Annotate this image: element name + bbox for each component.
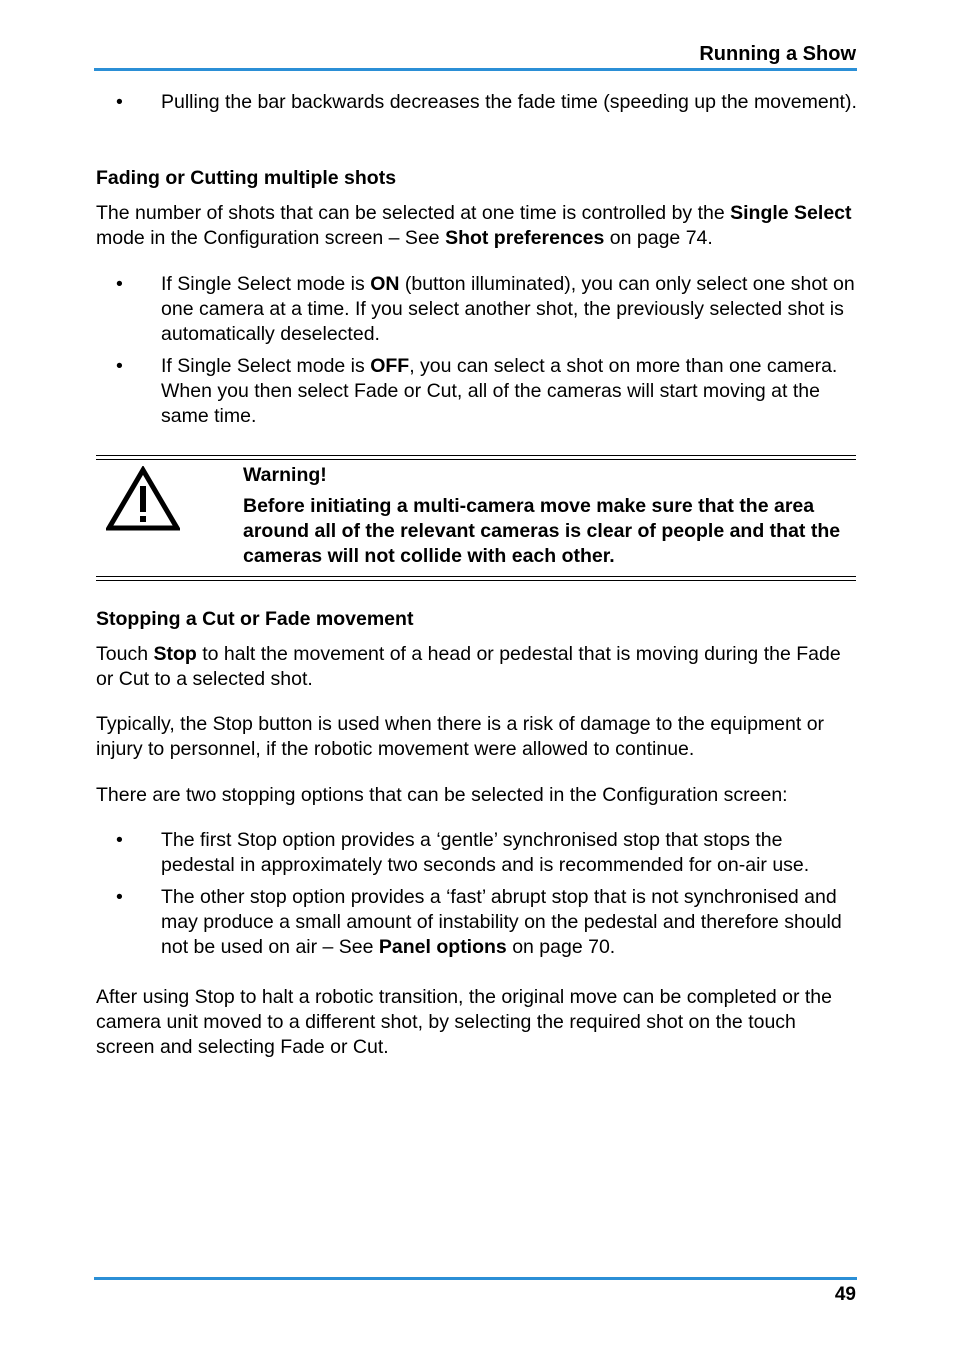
bold-term: Stop: [153, 643, 197, 665]
list-item: [96, 885, 858, 960]
paragraph: [96, 201, 858, 251]
list-item-text: Pulling the bar backwards decreases the fade time (speeding up the movement).: [161, 91, 857, 113]
warning-triangle-icon: [106, 466, 180, 532]
text-run: on page 70.: [506, 936, 616, 958]
text-run: The other stop option provides a ‘fast’ abrupt stop that is not synchronised and may produce a small amount of instability on the pedestal and therefore should not be used on air – See: [161, 886, 842, 958]
list-item-text: [161, 828, 858, 878]
paragraph: [96, 642, 858, 692]
bold-term: Single Select: [730, 202, 852, 224]
paragraph-text: There are two stopping options that can be selected in the Configuration screen:: [96, 784, 788, 806]
list-item: [96, 828, 858, 878]
paragraph-text: After using Stop to halt a robotic transition, the original move can be completed or the camera unit moved to a different shot, by selecting the required shot on the touch screen and selecting Fade or Cut.: [96, 986, 833, 1058]
text-run: The first Stop option provides a ‘gentle’ synchronised stop that stops the pedestal in approximately two seconds and is recommended for on-air use.: [161, 829, 810, 876]
list-item: [96, 272, 858, 347]
cross-reference: Shot preferences: [445, 227, 605, 249]
text-run: If Single Select mode is: [161, 273, 371, 295]
cross-reference: Panel options: [378, 936, 507, 958]
bullet-dot: •: [116, 886, 123, 908]
text-run: (button illuminated), you can only select one shot on one camera at a time. If you select another shot, the previously selected shot is automatically deselected.: [161, 273, 855, 345]
section-heading: Fading or Cutting multiple shots: [96, 167, 397, 189]
bullet-dot: •: [116, 355, 123, 377]
text-run: , you can select a shot on more than one camera. When you then select Fade or Cut, all of the cameras will start moving at the same time.: [161, 355, 838, 427]
list-item-text: [161, 354, 858, 429]
warning-body: Before initiating a multi-camera move make sure that the area around all of the relevant cameras is clear of people and that the cameras will not collide with each other.: [243, 495, 841, 567]
bold-term: OFF: [370, 355, 410, 377]
running-header: Running a Show: [699, 43, 856, 65]
paragraph-text: Typically, the Stop button is used when there is a risk of damage to the equipment or injury to personnel, if the robotic movement were allowed to continue.: [96, 713, 825, 760]
header-rule: [94, 68, 857, 71]
footer-rule: [94, 1277, 857, 1280]
list-item: [96, 90, 858, 115]
bullet-dot: •: [116, 829, 123, 851]
warning-rule-top-inner: [96, 459, 856, 460]
text-run: mode in the Configuration screen – See: [96, 227, 446, 249]
text-run: to halt the movement of a head or pedestal that is moving during the Fade or Cut to a selected shot.: [96, 643, 841, 690]
warning-title: Warning!: [243, 464, 327, 486]
text-run: The number of shots that can be selected at one time is controlled by the: [96, 202, 731, 224]
warning-rule-bottom: [96, 580, 856, 581]
warning-rule-top: [96, 455, 856, 456]
bullet-dot: •: [116, 273, 123, 295]
list-item-text: [161, 885, 858, 960]
paragraph: [96, 783, 858, 808]
text-run: If Single Select mode is: [161, 355, 371, 377]
bullet-dot: •: [116, 91, 123, 113]
list-item: [96, 354, 858, 429]
warning-rule-bottom-inner: [96, 576, 856, 577]
paragraph: [96, 985, 858, 1060]
section-heading: Stopping a Cut or Fade movement: [96, 608, 414, 630]
text-run: Touch: [96, 643, 154, 665]
bold-term: ON: [370, 273, 400, 295]
text-run: on page 74.: [604, 227, 713, 249]
paragraph: [96, 712, 858, 762]
list-item-text: [161, 272, 858, 347]
page-number: 49: [834, 1284, 856, 1305]
